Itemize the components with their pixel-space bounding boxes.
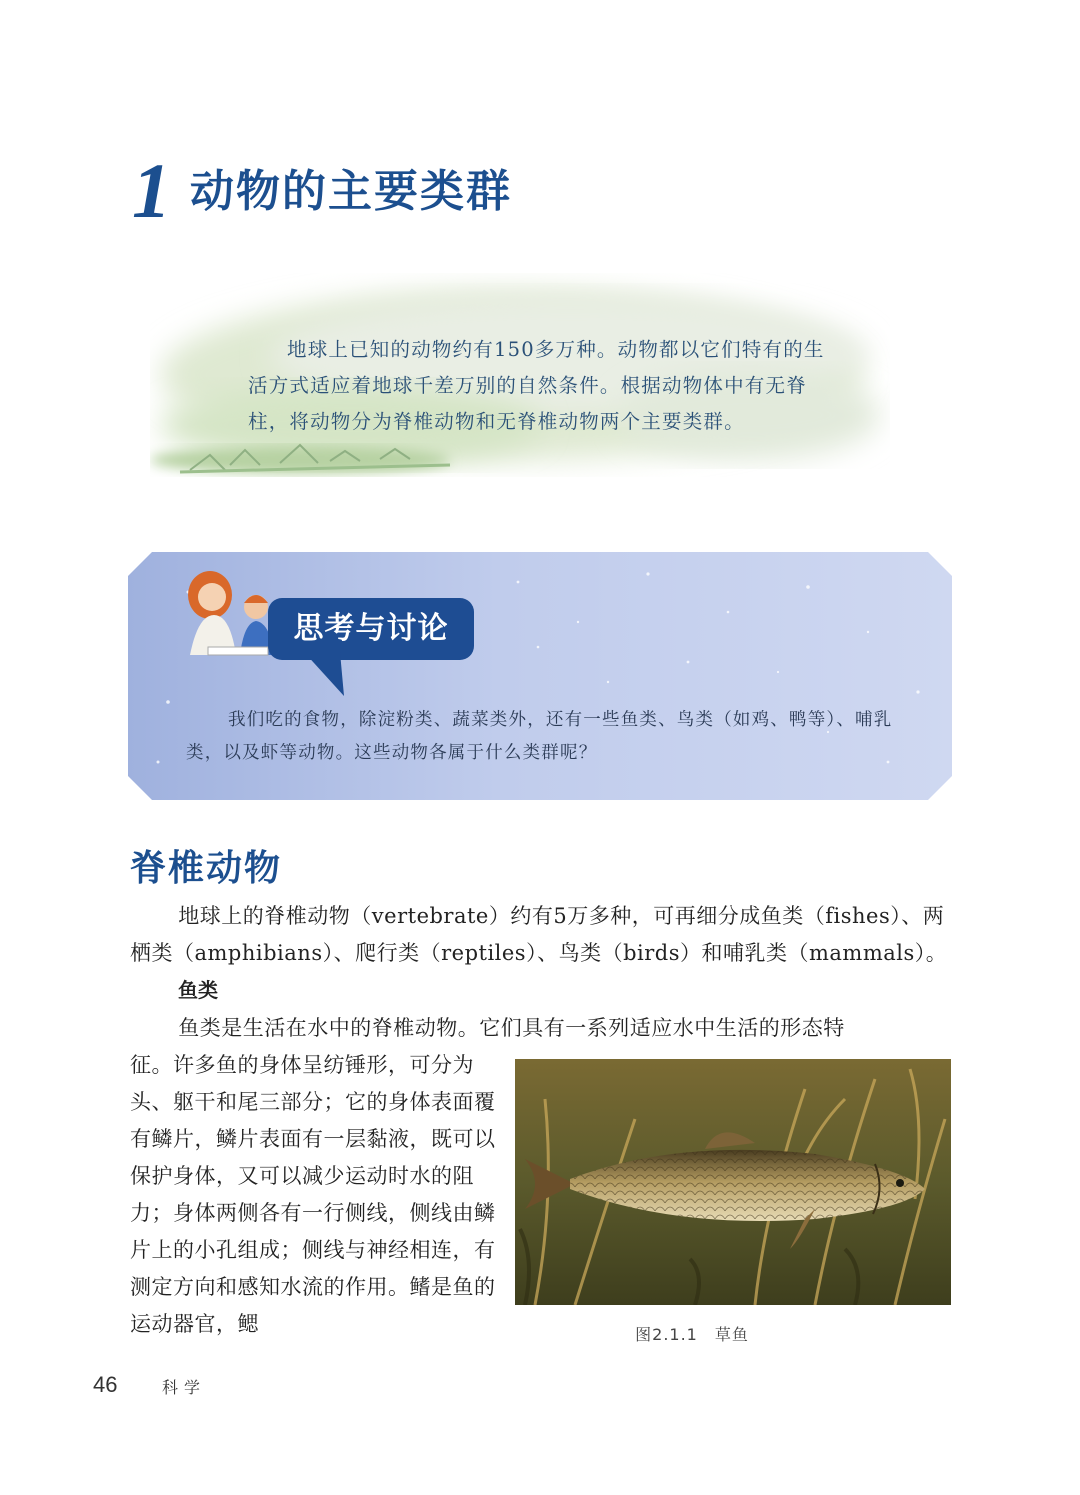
fish-subheading: 鱼类: [178, 978, 218, 1002]
grass-carp-photo: [515, 1059, 951, 1305]
intro-paragraph: 地球上已知的动物约有150多万种。动物都以它们特有的生活方式适应着地球千差万别的自然条件。根据动物体中有无脊柱，将动物分为脊椎动物和无脊椎动物两个主要类群。: [248, 338, 825, 433]
figure-caption: 图2.1.1 草鱼: [635, 1325, 749, 1344]
fish-paragraph-body: 征。许多鱼的身体呈纺锤形，可分为头、躯干和尾三部分；它的身体表面覆有鳞片，鳞片表面有一层黏液，既可以保护身体，又可以减少运动时水的阻力；身体两侧各有一行侧线，侧线由鳞片上的小孔组成；侧线与神经相连，有测定方向和感知水流的作用。鳍是鱼的运动器官，鳃: [130, 1053, 496, 1336]
discussion-label: 思考与讨论: [293, 611, 449, 646]
section-title: 脊椎动物: [130, 848, 283, 889]
chapter-number: 1: [132, 147, 171, 234]
fish-paragraph-first-line: 鱼类是生活在水中的脊椎动物。它们具有一系列适应水中生活的形态特: [178, 1016, 845, 1040]
page-number: 46: [93, 1372, 118, 1397]
book-title: 科学: [162, 1378, 207, 1397]
discussion-question: 我们吃的食物，除淀粉类、蔬菜类外，还有一些鱼类、鸟类（如鸡、鸭等）、哺乳类，以及虾等动物。这些动物各属于什么类群呢？: [186, 710, 893, 763]
vertebrate-paragraph: 地球上的脊椎动物（vertebrate）约有5万多种，可再细分成鱼类（fishes）、两栖类（amphibians）、爬行类（reptiles）、鸟类（birds）和哺乳类（mammals）。: [130, 904, 948, 965]
chapter-title: 动物的主要类群: [190, 166, 512, 217]
